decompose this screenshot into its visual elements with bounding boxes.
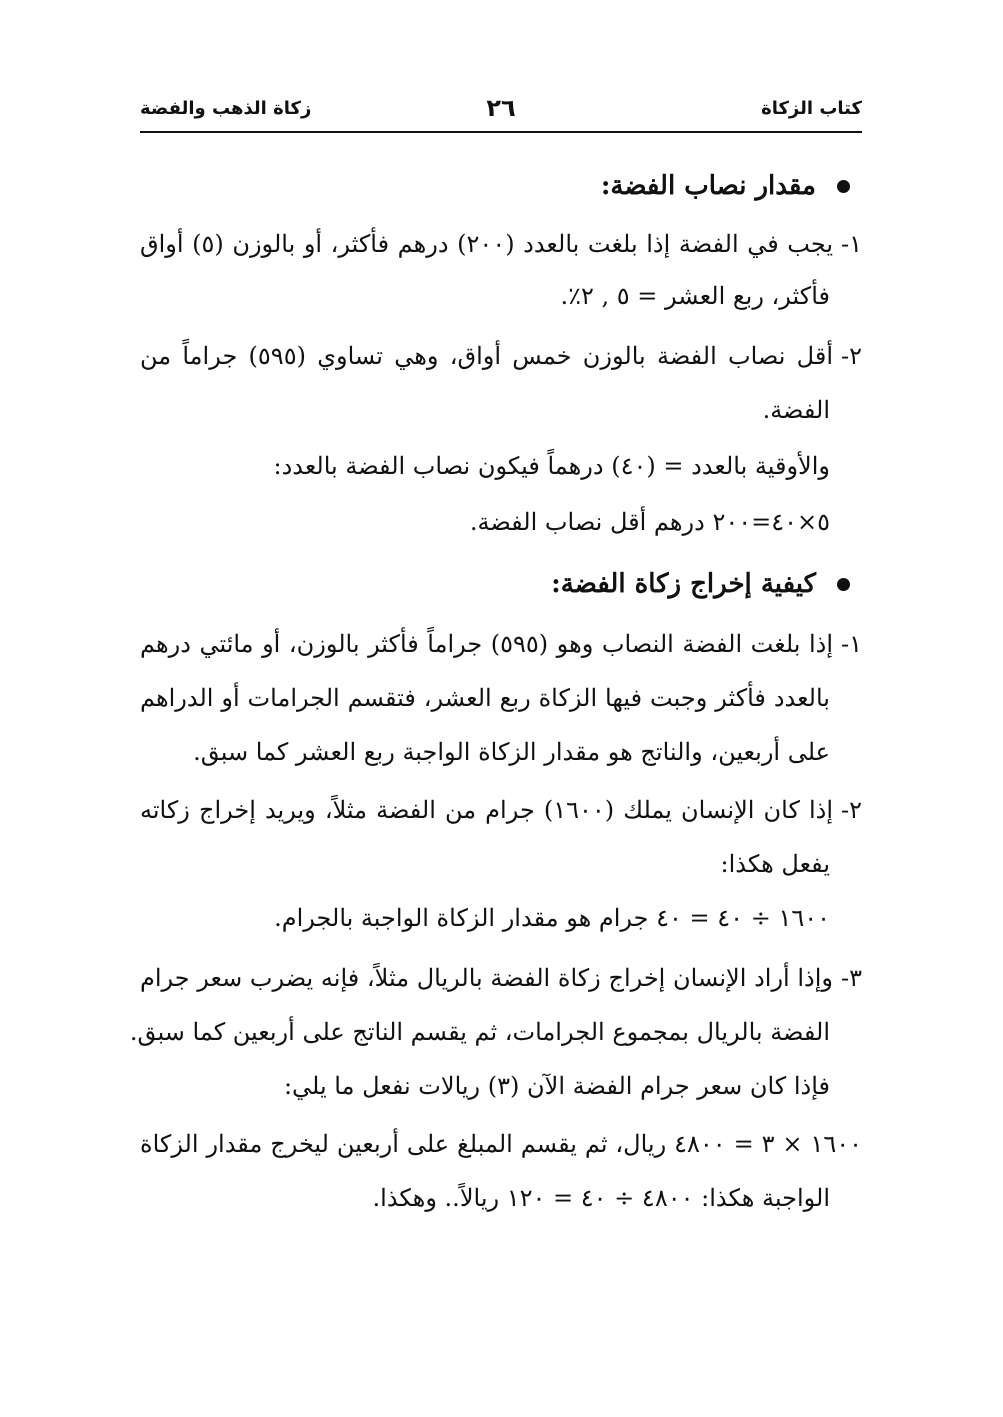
item-note: ٥×٤٠=٢٠٠ درهم أقل نصاب الفضة. [469, 508, 830, 536]
list-item-first-line [140, 624, 862, 664]
item-text: يجب في الفضة إذا بلغت بالعدد (٢٠٠) درهم فأكثر، أو بالوزن (٥) أواق [140, 230, 833, 258]
item-calculation: ١٦٠٠ × ٣ = ٤٨٠٠ ريال، ثم يقسم المبلغ على أربعين ليخرج مقدار الزكاة [140, 1130, 862, 1158]
list-item-first-line [140, 224, 862, 264]
item-number: ١- [841, 230, 862, 258]
item-text: يفعل هكذا: [720, 850, 830, 878]
item-text: إذا بلغت الفضة النصاب وهو (٥٩٥) جراماً فأكثر بالوزن، أو مائتي درهم [140, 630, 833, 658]
item-calculation: ١٦٠٠ ÷ ٤٠ = ٤٠ جرام هو مقدار الزكاة الواجبة بالجرام. [274, 904, 830, 932]
page-number: ٢٦ [486, 94, 516, 122]
item-number: ٢- [841, 796, 862, 824]
item-calculation: الواجبة هكذا: ٤٨٠٠ ÷ ٤٠ = ١٢٠ ريالاً.. وهكذا. [372, 1184, 830, 1212]
list-item-first-line [140, 336, 862, 376]
item-text: الفضة. [762, 396, 830, 424]
running-header [140, 94, 862, 128]
chapter-title: زكاة الذهب والفضة [140, 98, 312, 119]
list-item-first-line [140, 790, 862, 830]
item-note: فإذا كان سعر جرام الفضة الآن (٣) ريالات نفعل ما يلي: [283, 1072, 830, 1100]
item-number: ١- [841, 630, 862, 658]
item-text: أقل نصاب الفضة بالوزن خمس أواق، وهي تساوي (٥٩٥) جراماً من [140, 342, 833, 370]
header-rule [140, 131, 862, 133]
item-note: والأوقية بالعدد = (٤٠) درهماً فيكون نصاب الفضة بالعدد: [273, 452, 830, 480]
item-text: على أربعين، والناتج هو مقدار الزكاة الواجبة ربع العشر كما سبق. [193, 738, 830, 766]
item-number: ٣- [841, 964, 862, 992]
section-heading: كيفية إخراج زكاة الفضة: [551, 569, 816, 599]
item-text: فأكثر، ربع العشر = ٥ , ٢٪. [560, 282, 830, 310]
item-text: وإذا أراد الإنسان إخراج زكاة الفضة بالريال مثلاً، فإنه يضرب سعر جرام [140, 964, 833, 992]
section-heading: مقدار نصاب الفضة: [600, 171, 816, 201]
item-text: بالعدد فأكثر وجبت فيها الزكاة ربع العشر، فتقسم الجرامات أو الدراهم [140, 684, 830, 712]
item-text: إذا كان الإنسان يملك (١٦٠٠) جرام من الفضة مثلاً، ويريد إخراج زكاته [140, 796, 834, 824]
list-item-first-line [140, 958, 862, 998]
item-text: الفضة بالريال بمجموع الجرامات، ثم يقسم الناتج على أربعين كما سبق. [129, 1018, 830, 1046]
book-title: كتاب الزكاة [761, 98, 862, 119]
item-number: ٢- [841, 342, 862, 370]
